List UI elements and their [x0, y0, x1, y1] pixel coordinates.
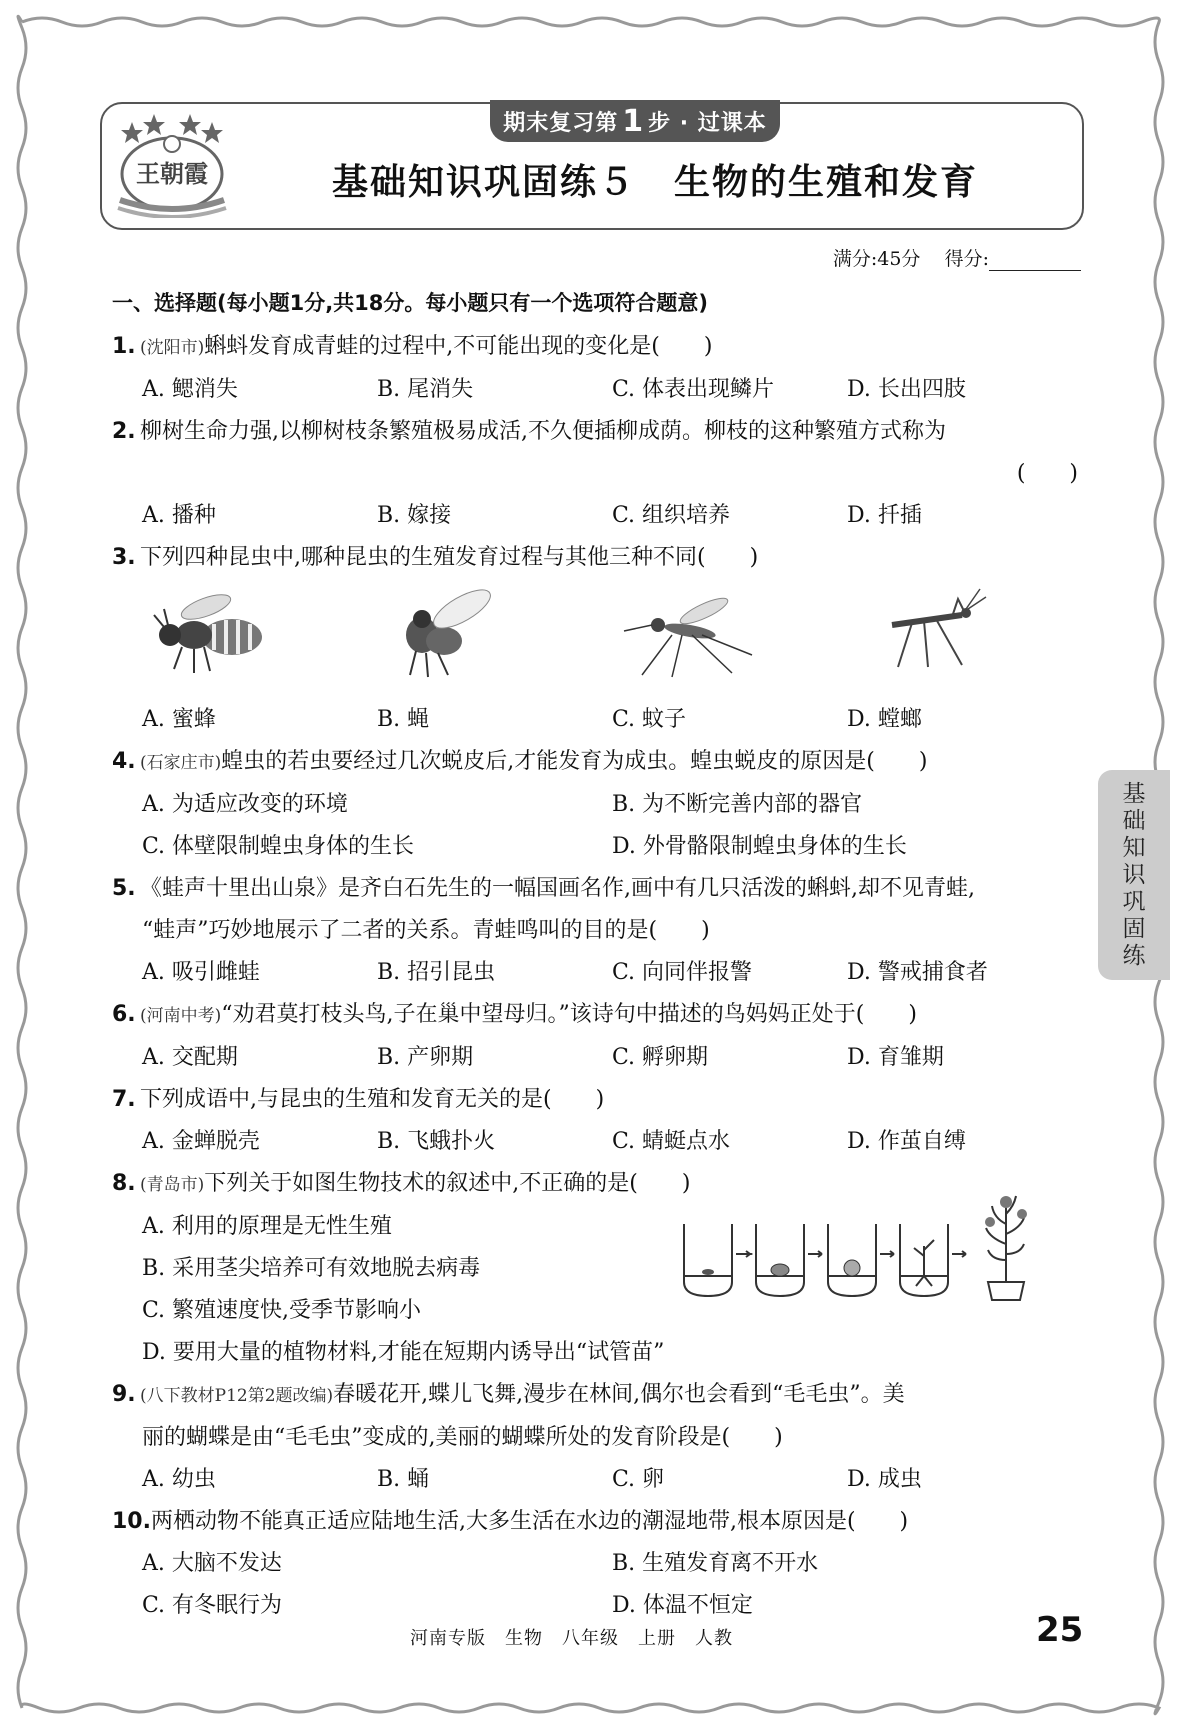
question-1-options: [112, 369, 1082, 411]
option-c[interactable]: C. 卵: [612, 1467, 665, 1492]
step-tab-prefix: 期末复习第: [503, 110, 619, 136]
step-tab-number: 1: [622, 103, 645, 139]
question-2: [112, 411, 1082, 453]
section-title: 一、选择题(每小题1分,共18分。每小题只有一个选项符合题意): [112, 291, 709, 315]
question-number: 7.: [112, 1087, 136, 1112]
option-b[interactable]: B. 为不断完善内部的器官: [612, 792, 863, 817]
question-number: 2.: [112, 419, 136, 444]
page-number: 25: [1036, 1610, 1084, 1650]
option-a[interactable]: A. 金蝉脱壳: [142, 1129, 260, 1154]
question-text: “劝君莫打枝头鸟,子在巢中望母归。”该诗句中描述的鸟妈妈正处于( ): [221, 1002, 917, 1027]
option-d[interactable]: D. 外骨骼限制蝗虫身体的生长: [612, 834, 907, 859]
answer-paren[interactable]: ( ): [1016, 461, 1078, 486]
option-b[interactable]: B. 蝇: [377, 707, 430, 732]
option-a[interactable]: A. 交配期: [142, 1045, 238, 1070]
question-text: 下列关于如图生物技术的叙述中,不正确的是( ): [204, 1171, 691, 1196]
question-10-options-row1: [112, 1543, 1082, 1585]
option-b[interactable]: B. 尾消失: [377, 377, 474, 402]
svg-text:王朝霞: 王朝霞: [136, 159, 208, 188]
question-text: 春暖花开,蝶儿飞舞,漫步在林间,偶尔也会看到“毛毛虫”。美: [333, 1382, 905, 1407]
option-a[interactable]: A. 幼虫: [142, 1467, 216, 1492]
question-5-options: [112, 952, 1082, 994]
step-tab-suffix: 步 · 过课本: [648, 110, 767, 136]
option-c[interactable]: C. 组织培养: [612, 503, 731, 528]
option-b[interactable]: B. 嫁接: [377, 503, 452, 528]
option-d[interactable]: D. 成虫: [847, 1467, 922, 1492]
side-tab-char: 识: [1122, 861, 1146, 888]
side-tab-char: 础: [1122, 807, 1146, 834]
score-line: [833, 244, 1081, 271]
question-3: [112, 537, 1082, 579]
question-content: [112, 288, 1082, 1627]
option-d[interactable]: D. 警戒捕食者: [847, 960, 988, 985]
option-d[interactable]: D. 扦插: [847, 503, 922, 528]
option-a[interactable]: A. 为适应改变的环境: [142, 792, 348, 817]
option-d[interactable]: D. 体温不恒定: [612, 1593, 753, 1618]
page-title: 基础知识巩固练５ 生物的生殖和发育: [331, 162, 978, 203]
insect-figures: [112, 579, 1082, 699]
question-number: 8.: [112, 1171, 136, 1196]
question-number: 3.: [112, 545, 136, 570]
side-tab-char: 练: [1122, 942, 1146, 969]
option-d[interactable]: D. 育雏期: [847, 1045, 944, 1070]
question-text: 下列成语中,与昆虫的生殖和发育无关的是( ): [140, 1087, 605, 1112]
question-text: 两栖动物不能真正适应陆地生活,大多生活在水边的潮湿地带,根本原因是( ): [150, 1509, 909, 1534]
question-9-options: [112, 1459, 1082, 1501]
option-c[interactable]: C. 有冬眠行为: [142, 1593, 283, 1618]
question-number: 10.: [112, 1509, 151, 1534]
question-number: 6.: [112, 1002, 136, 1027]
mantis-image: [872, 579, 992, 679]
question-number: 5.: [112, 876, 136, 901]
question-number: 4.: [112, 749, 136, 774]
review-step-tab: [490, 100, 780, 142]
option-d[interactable]: D. 长出四肢: [847, 377, 966, 402]
question-7: [112, 1079, 1082, 1121]
question-6: [112, 994, 1082, 1037]
option-b[interactable]: B. 采用茎尖培养可有效地脱去病毒: [142, 1256, 481, 1281]
mosquito-image: [612, 579, 772, 679]
question-text: 下列四种昆虫中,哪种昆虫的生殖发育过程与其他三种不同( ): [140, 545, 759, 570]
side-tab-char: 知: [1122, 834, 1146, 861]
side-tab-char: 巩: [1122, 888, 1146, 915]
question-source: (青岛市): [140, 1175, 205, 1195]
option-c[interactable]: C. 向同伴报警: [612, 960, 753, 985]
question-text: 柳树生命力强,以柳树枝条繁殖极易成活,不久便插柳成荫。柳枝的这种繁殖方式称为: [140, 419, 946, 444]
score-label: 得分:: [944, 248, 989, 270]
question-number: 9.: [112, 1382, 136, 1407]
side-tab-char: 基: [1122, 780, 1146, 807]
option-c[interactable]: C. 体表出现鳞片: [612, 377, 775, 402]
option-b[interactable]: B. 蛹: [377, 1467, 430, 1492]
question-text: 蝗虫的若虫要经过几次蜕皮后,才能发育为成虫。蝗虫蜕皮的原因是( ): [221, 749, 928, 774]
question-1: [112, 326, 1082, 369]
option-a[interactable]: A. 播种: [142, 503, 216, 528]
option-c[interactable]: C. 孵卵期: [612, 1045, 709, 1070]
option-c[interactable]: C. 蜻蜓点水: [612, 1129, 731, 1154]
option-a[interactable]: A. 吸引雌蛙: [142, 960, 260, 985]
option-b[interactable]: B. 招引昆虫: [377, 960, 496, 985]
question-4-options-row2: [112, 826, 1082, 868]
option-d[interactable]: D. 要用大量的植物材料,才能在短期内诱导出“试管苗”: [142, 1340, 665, 1365]
question-2-options: [112, 495, 1082, 537]
fly-image: [382, 579, 502, 679]
option-a[interactable]: A. 鳃消失: [142, 377, 238, 402]
question-3-options: [112, 699, 1082, 741]
option-a[interactable]: A. 大脑不发达: [142, 1551, 282, 1576]
question-4: [112, 741, 1082, 784]
option-a[interactable]: A. 利用的原理是无性生殖: [142, 1214, 392, 1239]
bee-image: [142, 579, 272, 679]
option-c[interactable]: C. 繁殖速度快,受季节影响小: [142, 1298, 422, 1323]
question-source: (河南中考): [140, 1006, 222, 1026]
publisher-logo: [112, 108, 232, 218]
option-b[interactable]: B. 飞蛾扑火: [377, 1129, 496, 1154]
option-d[interactable]: D. 螳螂: [847, 707, 922, 732]
question-10-options-row2: [112, 1585, 1082, 1627]
score-blank[interactable]: [989, 252, 1081, 271]
question-5: [112, 868, 1082, 910]
option-c[interactable]: C. 体壁限制蝗虫身体的生长: [142, 834, 415, 859]
side-tab-char: 固: [1122, 915, 1146, 942]
tissue-culture-diagram: [680, 1184, 1040, 1304]
question-6-options: [112, 1037, 1082, 1079]
question-4-options-row1: [112, 784, 1082, 826]
question-continuation: “蛙声”巧妙地展示了二者的关系。青蛙鸣叫的目的是( ): [142, 918, 710, 943]
option-a[interactable]: A. 蜜蜂: [142, 707, 216, 732]
footer-edition: 河南专版 生物 八年级 上册 人教: [410, 1628, 733, 1649]
option-d[interactable]: D. 作茧自缚: [847, 1129, 966, 1154]
option-c[interactable]: C. 蚊子: [612, 707, 687, 732]
option-b[interactable]: B. 生殖发育离不开水: [612, 1551, 819, 1576]
question-number: 1.: [112, 334, 136, 359]
side-tab-basic-knowledge[interactable]: [1098, 770, 1170, 980]
option-b[interactable]: B. 产卵期: [377, 1045, 474, 1070]
question-9: [112, 1374, 1082, 1417]
question-source: (沈阳市): [140, 338, 205, 358]
question-continuation: 丽的蝴蝶是由“毛毛虫”变成的,美丽的蝴蝶所处的发育阶段是( ): [142, 1425, 783, 1450]
question-source: (石家庄市): [140, 753, 222, 773]
question-10: [112, 1501, 1082, 1543]
full-score: 满分:45分: [832, 248, 921, 270]
question-text: 蝌蚪发育成青蛙的过程中,不可能出现的变化是( ): [204, 334, 713, 359]
question-7-options: [112, 1121, 1082, 1163]
question-text: 《蛙声十里出山泉》是齐白石先生的一幅国画名作,画中有几只活泼的蝌蚪,却不见青蛙,: [140, 876, 975, 901]
question-source: (八下教材P12第2题改编): [140, 1386, 334, 1406]
